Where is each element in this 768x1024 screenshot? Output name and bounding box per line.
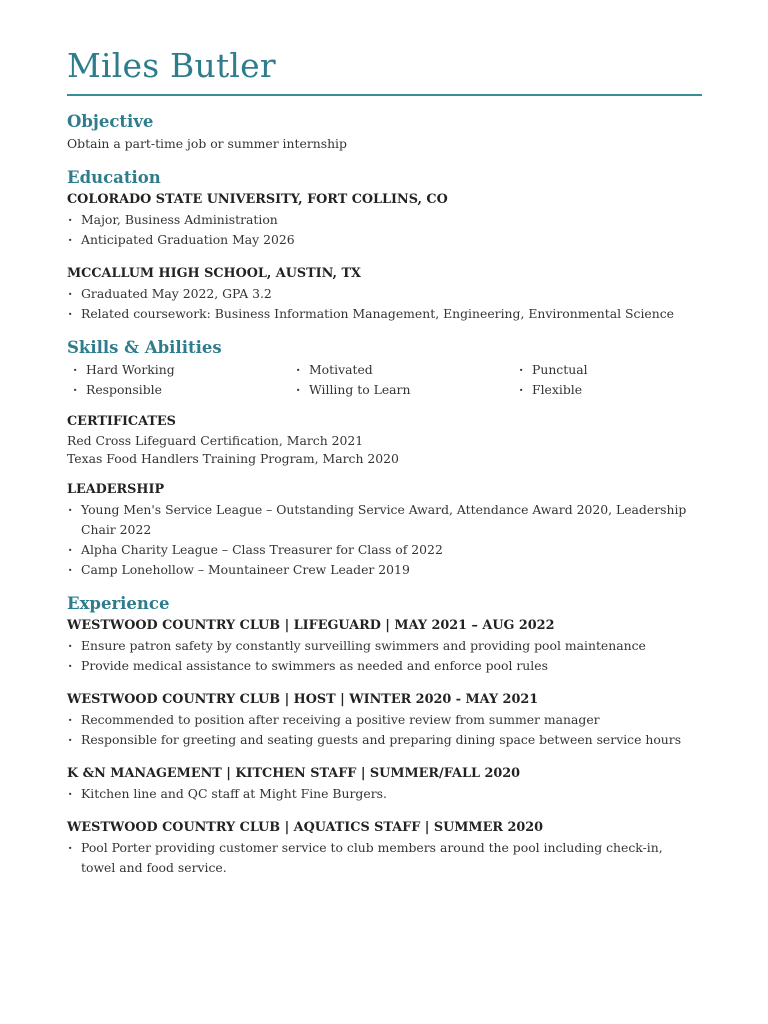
list-item: · Recommended to position after receiving a positive review from summer manager: [67, 710, 707, 730]
resume-body: [67, 110, 707, 878]
job-bullets: [67, 636, 707, 676]
list-item: · Pool Porter providing customer service to club members around the pool including check-in, towel and food service.: [67, 838, 692, 878]
list-item: · Major, Business Administration: [67, 210, 707, 230]
list-item: · Related coursework: Business Information Management, Engineering, Environmental Science: [67, 304, 707, 324]
certificates-title: CERTIFICATES: [67, 414, 176, 429]
list-item: · Young Men's Service League – Outstanding Service Award, Attendance Award 2020, Leadership Chair 2022: [67, 500, 692, 540]
list-item: · Anticipated Graduation May 2026: [67, 230, 707, 250]
school-title: COLORADO STATE UNIVERSITY, FORT COLLINS, CO: [67, 192, 448, 207]
title-divider: [67, 94, 702, 96]
skills-grid: [72, 360, 707, 400]
education-heading: Education: [67, 168, 161, 187]
skill-item: · Hard Working: [72, 360, 295, 380]
job-bullets: [67, 710, 707, 750]
list-item: · Alpha Charity League – Class Treasurer for Class of 2022: [67, 540, 692, 560]
skill-item: · Willing to Learn: [295, 380, 518, 400]
objective-heading: Objective: [67, 112, 154, 131]
list-item: · Ensure patron safety by constantly surveilling swimmers and providing pool maintenance: [67, 636, 707, 656]
list-item: · Provide medical assistance to swimmers as needed and enforce pool rules: [67, 656, 707, 676]
skill-item: · Flexible: [518, 380, 708, 400]
list-item: · Kitchen line and QC staff at Might Fine Burgers.: [67, 784, 707, 804]
skill-item: · Responsible: [72, 380, 295, 400]
leadership-bullets: [67, 500, 692, 580]
skill-item: · Motivated: [295, 360, 518, 380]
objective-text: Obtain a part-time job or summer internship: [67, 136, 347, 151]
skills-heading: Skills & Abilities: [67, 338, 222, 357]
skill-item: · Punctual: [518, 360, 708, 380]
job-bullets: [67, 784, 707, 804]
job-title: WESTWOOD COUNTRY CLUB | LIFEGUARD | MAY 2021 – AUG 2022: [67, 618, 555, 633]
list-item: · Camp Lonehollow – Mountaineer Crew Leader 2019: [67, 560, 692, 580]
resume-name: Miles Butler: [67, 46, 276, 85]
job-title: WESTWOOD COUNTRY CLUB | AQUATICS STAFF | SUMMER 2020: [67, 820, 544, 835]
job-bullets: [67, 838, 692, 878]
job-title: K &N MANAGEMENT | KITCHEN STAFF | SUMMER/FALL 2020: [67, 766, 521, 781]
school-title: MCCALLUM HIGH SCHOOL, AUSTIN, TX: [67, 266, 361, 281]
leadership-title: LEADERSHIP: [67, 482, 165, 497]
school-bullets: [67, 210, 707, 250]
list-item: · Responsible for greeting and seating guests and preparing dining space between service hours: [67, 730, 707, 750]
certificate-line: Red Cross Lifeguard Certification, March 2021: [67, 433, 364, 448]
job-title: WESTWOOD COUNTRY CLUB | HOST | WINTER 2020 - MAY 2021: [67, 692, 539, 707]
certificate-line: Texas Food Handlers Training Program, March 2020: [67, 451, 399, 466]
experience-heading: Experience: [67, 594, 170, 613]
list-item: · Graduated May 2022, GPA 3.2: [67, 284, 707, 304]
school-bullets: [67, 284, 707, 324]
